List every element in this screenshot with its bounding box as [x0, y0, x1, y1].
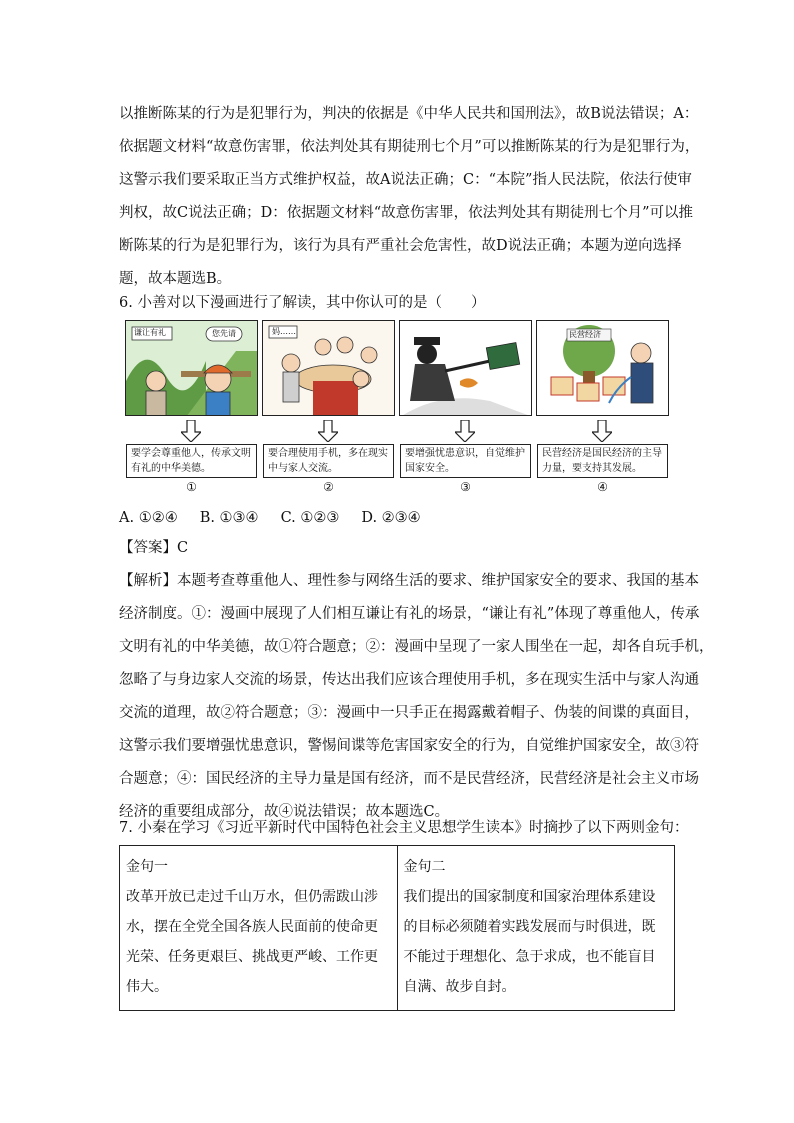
analysis-line: 忽略了与身边家人交流的场景，传达出我们应该合理使用手机，多在现实生活中与家人沟通	[119, 672, 699, 688]
quotes-table	[119, 845, 675, 1011]
analysis-line: 这警示我们要采取正当方式维护权益，故A说法正确；C：“本院”指人民法院，依法行使审	[119, 172, 692, 188]
comic-caption-4: 民营经济是国民经济的主导力量，要支持其发展。	[537, 444, 668, 478]
comic-panel-4	[536, 320, 669, 416]
down-arrow-icon	[455, 420, 475, 442]
question-6	[119, 287, 679, 320]
comic-number-1: ①	[186, 480, 197, 494]
analysis-line: 经济的重要组成部分，故④说法错误；故本题选C。	[119, 804, 450, 820]
answer-line: 【答案】C	[119, 540, 189, 556]
comic-panel-3	[399, 320, 532, 416]
analysis-line: 交流的道理，故②符合题意；③：漫画中一只手正在揭露戴着帽子、伪装的间谍的真面目，	[119, 705, 699, 721]
option-c: C. ①②③	[280, 510, 340, 526]
analysis-line: 【解析】本题考查尊重他人、理性参与网络生活的要求、维护国家安全的要求、我国的基本	[119, 573, 699, 589]
comic-banner: 妈……	[272, 327, 296, 336]
table-cell	[120, 846, 398, 1011]
option-b: B. ①③④	[199, 510, 259, 526]
comic-number-2: ②	[323, 480, 334, 494]
table-cell	[397, 846, 675, 1011]
comic-figure	[119, 320, 679, 500]
option-d: D. ②③④	[361, 510, 421, 526]
previous-analysis	[119, 98, 700, 296]
question-stem: 7. 小秦在学习《习近平新时代中国特色社会主义思想学生读本》时摘抄了以下两则金句：	[119, 820, 689, 836]
analysis-line: 依据题文材料“故意伤害罪，依法判处其有期徒刑七个月”可以推断陈某的行为是犯罪行为，	[119, 139, 700, 155]
comic-panel-1	[125, 320, 258, 416]
analysis-line: 文明有礼的中华美德，故①符合题意；②：漫画中呈现了一家人围坐在一起，却各自玩手机，	[119, 639, 714, 655]
table-row	[120, 846, 675, 1011]
spy-unmasking-comic-image	[400, 321, 532, 416]
comic-caption-1: 要学会尊重他人，传承文明有礼的中华美德。	[126, 444, 257, 478]
analysis-line: 以推断陈某的行为是犯罪行为，判决的依据是《中华人民共和国刑法》，故B说法错误；A：	[119, 106, 699, 122]
quote-body: 改革开放已走过千山万水，但仍需跋山涉水，摆在全党全国各族人民面前的使命更光荣、任务更艰巨、挑战更严峻、工作更伟大。	[126, 889, 378, 995]
comic-caption-3: 要增强忧患意识，自觉维护国家安全。	[400, 444, 531, 478]
down-arrow-icon	[318, 420, 338, 442]
analysis-line: 断陈某的行为是犯罪行为，该行为具有严重社会危害性，故D说法正确；本题为逆向选择	[119, 238, 682, 254]
down-arrow-icon	[592, 420, 612, 442]
question-stem: 6. 小善对以下漫画进行了解读，其中你认可的是（ ）	[119, 295, 486, 311]
analysis-line: 题，故本题选B。	[119, 271, 232, 287]
analysis-line: 经济制度。①：漫画中展现了人们相互谦让有礼的场景，“谦让有礼”体现了尊重他人，传承	[119, 606, 700, 622]
question-7	[119, 812, 689, 845]
comic-banner: 谦让有礼	[134, 328, 166, 337]
quote-title: 金句二	[403, 859, 446, 875]
option-a: A. ①②④	[119, 510, 178, 526]
comic-number-3: ③	[460, 480, 471, 494]
analysis-line: 合题意；④：国民经济的主导力量是国有经济，而不是民营经济，民营经济是社会主义市场	[119, 771, 699, 787]
quote-body: 我们提出的国家制度和国家治理体系建设的目标必须随着实践发展而与时俱进，既不能过于理想化、急于求成，也不能盲目自满、故步自封。	[403, 889, 656, 995]
speech-bubble: 您先请	[212, 329, 236, 338]
private-economy-tree-comic-image	[537, 321, 669, 416]
down-arrow-icon	[181, 420, 201, 442]
comic-panel-2	[262, 320, 395, 416]
quote-title: 金句一	[126, 859, 168, 875]
answer-options	[119, 505, 421, 531]
comic-number-4: ④	[597, 480, 608, 494]
comic-banner: 民营经济	[569, 330, 601, 339]
question-6-analysis	[119, 565, 714, 829]
analysis-line: 判权，故C说法正确；D：依据题文材料“故意伤害罪，依法判处其有期徒刑七个月”可以推	[119, 205, 694, 221]
comic-caption-2: 要合理使用手机，多在现实中与家人交流。	[263, 444, 394, 478]
analysis-line: 这警示我们要增强忧患意识，警惕间谍等危害国家安全的行为，自觉维护国家安全，故③符	[119, 738, 699, 754]
